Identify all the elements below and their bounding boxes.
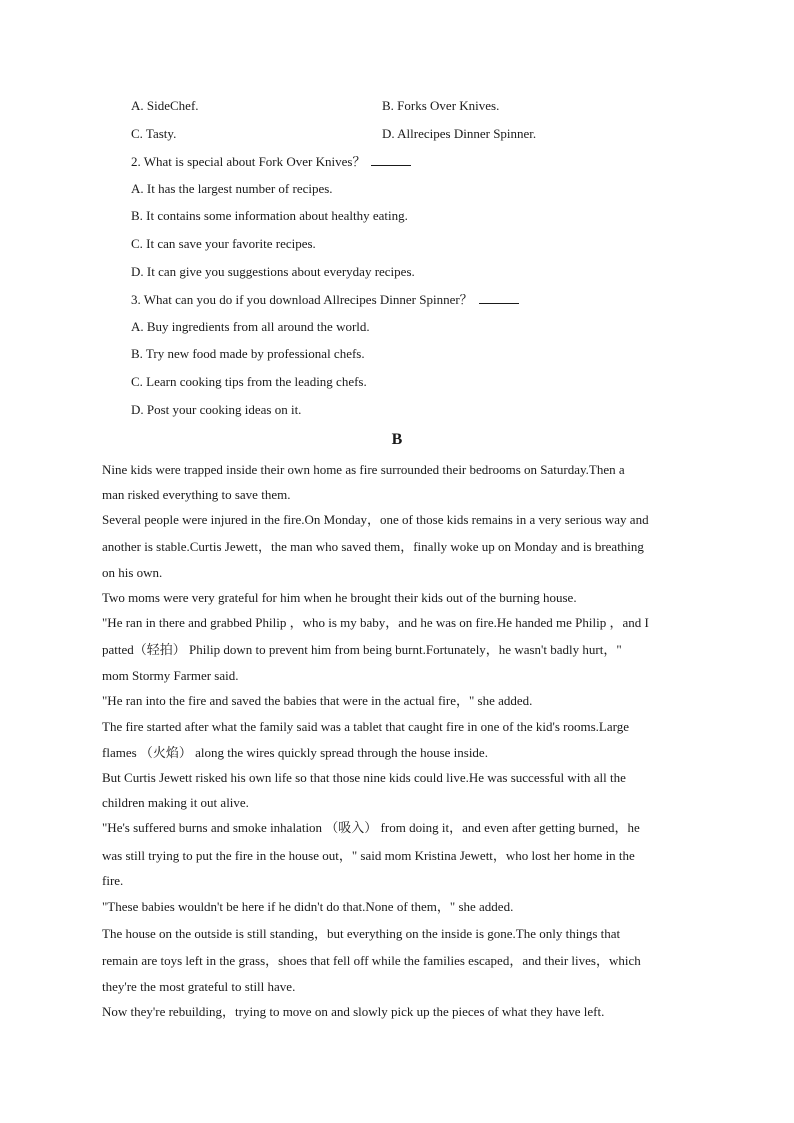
- passage-line: another is stable.Curtis Jewett，the man who saved them，finally woke up on Monday and is breathing: [102, 539, 644, 554]
- passage-line: Now they're rebuilding，trying to move on and slowly pick up the pieces of what they have left.: [102, 1004, 605, 1019]
- q1-option-b: B. Forks Over Knives.: [382, 98, 500, 113]
- q2-option-b: B. It contains some information about healthy eating.: [131, 208, 408, 223]
- passage-line: The house on the outside is still standing，but everything on the inside is gone.The only things that: [102, 926, 621, 941]
- q3-stem: [131, 291, 519, 308]
- q1-options-row-2: [131, 126, 691, 142]
- passage-line: mom Stormy Farmer said.: [102, 668, 239, 683]
- passage-line: The fire started after what the family said was a tablet that caught fire in one of the kid's rooms.Large: [102, 719, 629, 734]
- q3-option-d: D. Post your cooking ideas on it.: [131, 402, 302, 417]
- passage-line: "He ran into the fire and saved the babies that were in the actual fire，" she added.: [102, 693, 533, 708]
- passage-line: they're the most grateful to still have.: [102, 979, 296, 994]
- q3-answer-blank: [479, 291, 519, 304]
- passage-line: But Curtis Jewett risked his own life so that those nine kids could live.He was successful with all the: [102, 770, 626, 785]
- passage-line: fire.: [102, 873, 124, 888]
- q2-stem-text: 2. What is special about Fork Over Knives？: [131, 154, 366, 169]
- q2-stem: [131, 153, 411, 170]
- passage-line: patted（轻拍） Philip down to prevent him from being burnt.Fortunately，he wasn't badly hurt，": [102, 642, 622, 657]
- passage-line: "These babies wouldn't be here if he didn't do that.None of them，" she added.: [102, 899, 514, 914]
- passage-line: Several people were injured in the fire.On Monday，one of those kids remains in a very serious way and: [102, 512, 649, 527]
- q3-option-c: C. Learn cooking tips from the leading chefs.: [131, 374, 367, 389]
- passage-line: "He's suffered burns and smoke inhalation （吸入） from doing it，and even after getting burned，he: [102, 820, 640, 835]
- passage-line: children making it out alive.: [102, 795, 249, 810]
- passage-line: "He ran in there and grabbed Philip ，who is my baby，and he was on fire.He handed me Philip ，and I: [102, 615, 649, 630]
- q3-stem-text: 3. What can you do if you download Allrecipes Dinner Spinner？: [131, 292, 473, 307]
- passage-line: on his own.: [102, 565, 163, 580]
- q1-options-row-1: [131, 98, 691, 114]
- q2-option-a: A. It has the largest number of recipes.: [131, 181, 333, 196]
- passage-line: was still trying to put the fire in the house out，" said mom Kristina Jewett，who lost her home in the: [102, 848, 635, 863]
- section-heading: B: [391, 431, 403, 448]
- q1-option-c: C. Tasty.: [131, 126, 177, 141]
- passage-line: remain are toys left in the grass，shoes that fell off while the families escaped，and their lives，which: [102, 953, 641, 968]
- q1-option-a: A. SideChef.: [131, 98, 199, 113]
- q3-option-b: B. Try new food made by professional chefs.: [131, 346, 365, 361]
- passage-line: man risked everything to save them.: [102, 487, 291, 502]
- q1-option-d: D. Allrecipes Dinner Spinner.: [382, 126, 537, 141]
- q2-answer-blank: [371, 153, 411, 166]
- passage-line: flames （火焰） along the wires quickly spread through the house inside.: [102, 745, 488, 760]
- passage-line: Two moms were very grateful for him when he brought their kids out of the burning house.: [102, 590, 577, 605]
- q2-option-c: C. It can save your favorite recipes.: [131, 236, 316, 251]
- passage-line: Nine kids were trapped inside their own home as fire surrounded their bedrooms on Saturday.Then a: [102, 462, 625, 477]
- q2-option-d: D. It can give you suggestions about everyday recipes.: [131, 264, 415, 279]
- q3-option-a: A. Buy ingredients from all around the world.: [131, 319, 370, 334]
